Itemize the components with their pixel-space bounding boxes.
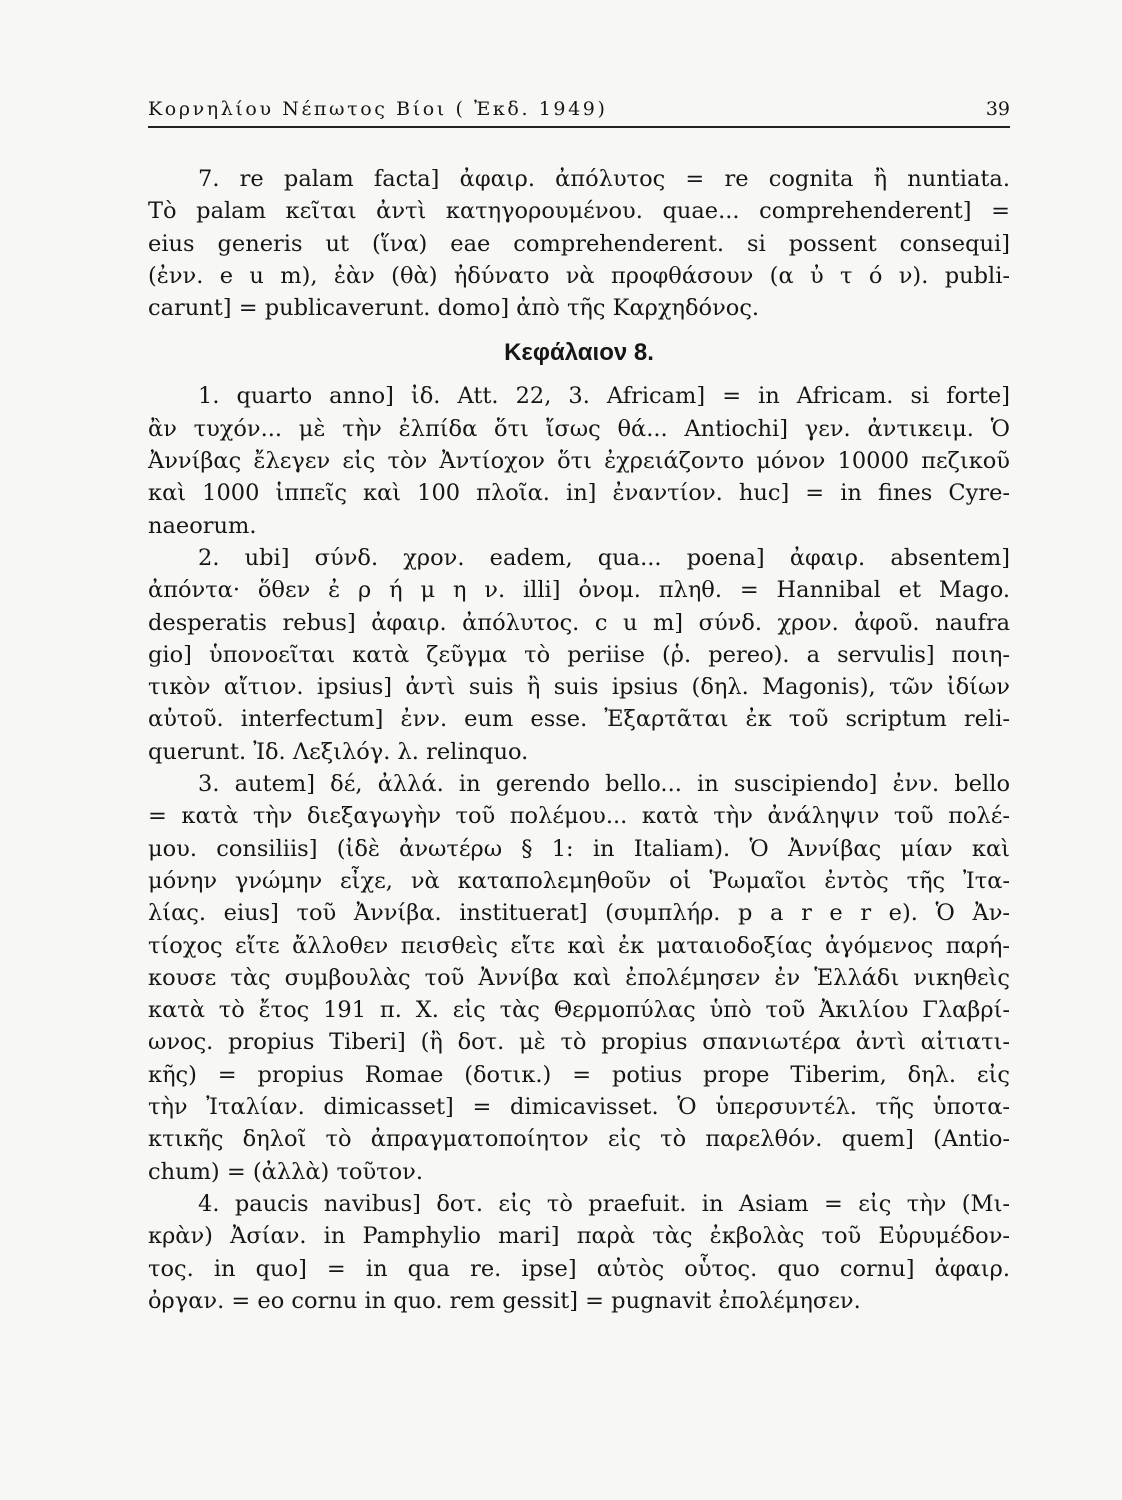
text-line: λίας. eius] τοῦ Ἀννίβα. instituerat] (συμπλήρ. p a r e r e). Ὁ Ἀν-	[148, 900, 1010, 927]
text-line: carunt] = publicaverunt. domo] ἀπὸ τῆς Καρχηδόνος.	[148, 295, 760, 322]
text-line: 3. autem] δέ, ἀλλά. in gerendo bello... in suscipiendo] ἐνν. bello	[198, 771, 1010, 798]
text-line: naeorum.	[148, 512, 257, 539]
text-line: κουσε τὰς συμβουλὰς τοῦ Ἀννίβα καὶ ἐπολέμησεν ἐν Ἑλλάδι νικηθεὶς	[148, 964, 1010, 991]
text-line: κτικῆς δηλοῖ τὸ ἀπραγματοποίητον εἰς τὸ παρελθόν. quem] (Antio-	[148, 1126, 1010, 1153]
chapter-heading: Κεφάλαιον 8.	[504, 339, 654, 367]
text-line: desperatis rebus] ἀφαιρ. ἀπόλυτος. c u m] σύνδ. χρον. ἀφοῦ. naufra	[148, 609, 1010, 636]
text-line: μόνην γνώμην εἶχε, νὰ καταπολεμηθοῦν οἱ Ῥωμαῖοι ἐντὸς τῆς Ἰτα-	[148, 867, 1010, 894]
commentary-paragraph	[148, 380, 1010, 541]
page-number: 39	[985, 98, 1010, 120]
text-line: 1. quarto anno] ἰδ. Att. 22, 3. Africam] = in Africam. si forte]	[198, 383, 1010, 410]
text-line: καὶ 1000 ἱππεῖς καὶ 100 πλοῖα. in] ἐναντίον. huc] = in fines Cyre-	[148, 480, 1010, 507]
commentary-paragraph	[148, 163, 1010, 324]
text-line: chum) = (ἀλλὰ) τοῦτον.	[148, 1158, 423, 1185]
text-line: Ἀννίβας ἔλεγεν εἰς τὸν Ἀντίοχον ὅτι ἐχρειάζοντο μόνον 10000 πεζικοῦ	[148, 448, 1010, 475]
commentary-paragraph	[148, 542, 1010, 768]
text-line: αὐτοῦ. interfectum] ἐνν. eum esse. Ἐξαρτᾶται ἐκ τοῦ scriptum reli-	[148, 706, 1010, 733]
text-line: τίοχος εἴτε ἄλλοθεν πεισθεὶς εἴτε καὶ ἐκ ματαιοδοξίας ἀγόμενος παρή-	[148, 932, 1010, 959]
text-line: 2. ubi] σύνδ. χρον. eadem, qua... poena] ἀφαιρ. absentem]	[198, 544, 1010, 571]
text-line: = κατὰ τὴν διεξαγωγὴν τοῦ πολέμου... κατὰ τὴν ἀνάληψιν τοῦ πολέ-	[148, 803, 1010, 830]
text-line: τος. in quo] = in qua re. ipse] αὐτὸς οὗτος. quo cornu] ἀφαιρ.	[148, 1255, 1010, 1282]
text-line: κατὰ τὸ ἔτος 191 π. Χ. εἰς τὰς Θερμοπύλας ὑπὸ τοῦ Ἀκιλίου Γλαβρί-	[148, 997, 1010, 1024]
text-line: τὴν Ἰταλίαν. dimicasset] = dimicavisset. Ὁ ὑπερσυντέλ. τῆς ὑποτα-	[148, 1094, 1010, 1121]
text-line: eius generis ut (ἵνα) eae comprehenderent. si possent consequi]	[148, 230, 1010, 257]
text-line: gio] ὑπονοεῖται κατὰ ζεῦγμα τὸ periise (ῥ. pereo). a servulis] ποιη-	[148, 641, 1010, 668]
text-line: 4. paucis navibus] δοτ. εἰς τὸ praefuit. in Asiam = εἰς τὴν (Μι-	[198, 1190, 1010, 1217]
text-line: ἀπόντα· ὅθεν ἐ ρ ή μ η ν. illi] ὀνομ. πληθ. = Hannibal et Mago.	[148, 577, 1010, 604]
text-line: ωνος. propius Tiberi] (ἢ δοτ. μὲ τὸ propius σπανιωτέρα ἀντὶ αἰτιατι-	[148, 1029, 1010, 1056]
running-header	[148, 96, 1010, 128]
text-line: κῆς) = propius Romae (δοτικ.) = potius prope Tiberim, δηλ. εἰς	[148, 1061, 1010, 1088]
commentary-paragraph	[148, 1188, 1010, 1317]
text-line: κρὰν) Ἀσίαν. in Pamphylio mari] παρὰ τὰς ἐκβολὰς τοῦ Εὐρυμέδον-	[148, 1223, 1010, 1250]
text-line: (ἐνν. e u m), ἐὰν (θὰ) ἠδύνατο νὰ προφθάσουν (α ὐ τ ό ν). publi-	[148, 262, 1010, 289]
text-line: 7. re palam facta] ἀφαιρ. ἀπόλυτος = re cognita ἢ nuntiata.	[198, 166, 1010, 192]
text-line: τικὸν αἴτιον. ipsius] ἀντὶ suis ἢ suis ipsius (δηλ. Magonis), τῶν ἰδίων	[148, 674, 1010, 701]
text-line: querunt. Ἰδ. Λεξιλόγ. λ. relinquo.	[148, 738, 529, 765]
text-line: ὀργαν. = eo cornu in quo. rem gessit] = pugnavit ἐπολέμησεν.	[148, 1287, 861, 1314]
text-line: ἂν τυχόν... μὲ τὴν ἐλπίδα ὅτι ἴσως θά... Antiochi] γεν. ἀντικειμ. Ὁ	[148, 415, 1010, 442]
text-line: μου. consiliis] (ἰδὲ ἀνωτέρω § 1: in Italiam). Ὁ Ἀννίβας μίαν καὶ	[148, 835, 1010, 862]
text-line: Τὸ palam κεῖται ἀντὶ κατηγορουμένου. quae... comprehenderent] =	[148, 198, 1010, 225]
commentary-paragraph	[148, 768, 1010, 1188]
commentary-body	[148, 163, 1010, 1317]
running-title: Κορνηλίου Νέπωτος Βίοι ( Ἐκδ. 1949)	[148, 98, 608, 120]
